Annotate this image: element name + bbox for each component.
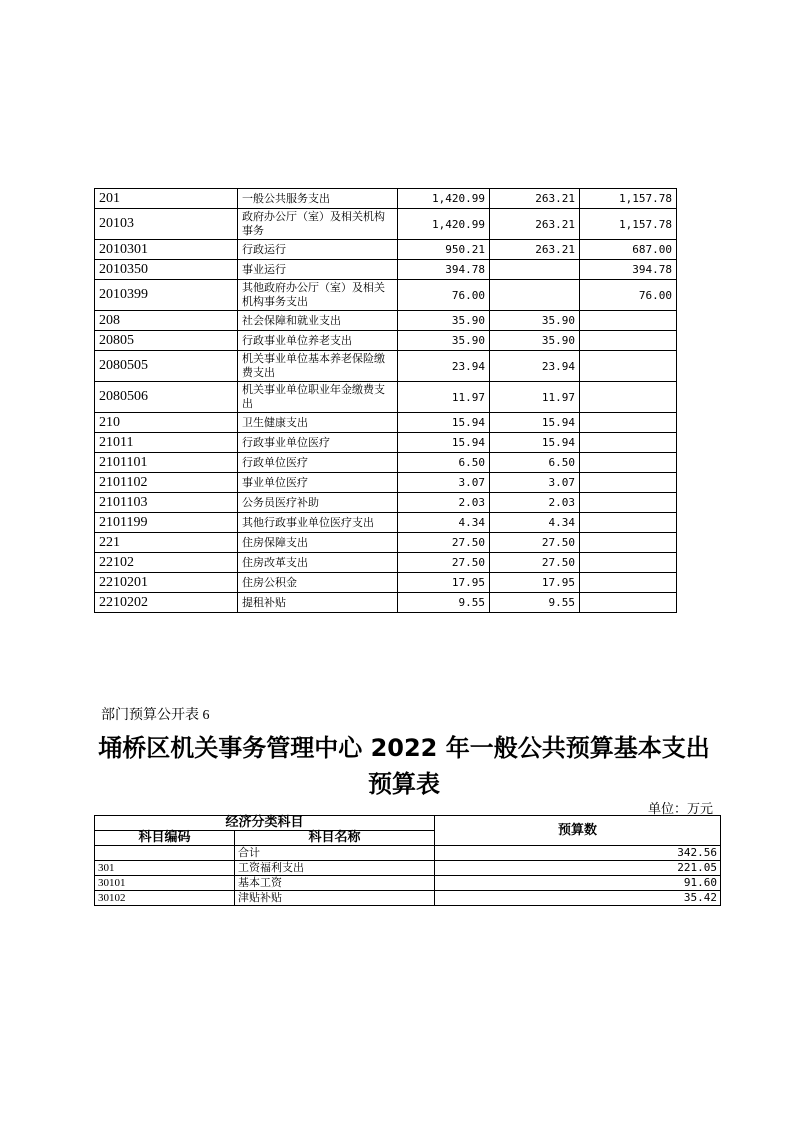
subject-code-cell: 2210202 [95,593,238,613]
total-amount-cell: 394.78 [398,260,490,280]
basic-amount-cell: 4.34 [490,513,580,533]
total-amount-cell: 15.94 [398,433,490,453]
subject-name-cell: 行政事业单位医疗 [238,433,398,453]
total-amount-cell: 1,420.99 [398,209,490,240]
subject-code-cell: 210 [95,413,238,433]
basic-amount-cell: 263.21 [490,189,580,209]
project-amount-cell: 687.00 [580,240,677,260]
subject-name-cell: 一般公共服务支出 [238,189,398,209]
subject-name-cell: 其他行政事业单位医疗支出 [238,513,398,533]
basic-amount-cell: 35.90 [490,311,580,331]
lower-table-body [95,846,721,906]
subject-name-cell: 合计 [235,846,435,861]
project-amount-cell [580,573,677,593]
basic-amount-cell: 35.90 [490,331,580,351]
project-amount-cell: 1,157.78 [580,209,677,240]
basic-amount-cell: 3.07 [490,473,580,493]
header-budget-amount: 预算数 [435,816,721,846]
project-amount-cell [580,331,677,351]
total-amount-cell: 4.34 [398,513,490,533]
table-row [95,331,677,351]
basic-amount-cell: 11.97 [490,382,580,413]
table-row [95,573,677,593]
table-row [95,382,677,413]
project-amount-cell [580,382,677,413]
project-amount-cell [580,351,677,382]
table-row [95,351,677,382]
table-row [95,876,721,891]
basic-amount-cell: 27.50 [490,533,580,553]
project-amount-cell [580,311,677,331]
basic-amount-cell [490,260,580,280]
basic-amount-cell: 2.03 [490,493,580,513]
upper-table-body [95,189,677,613]
subject-code-cell: 30101 [95,876,235,891]
total-amount-cell: 2.03 [398,493,490,513]
project-amount-cell [580,493,677,513]
subject-code-cell: 221 [95,533,238,553]
subject-code-cell: 2010399 [95,280,238,311]
project-amount-cell [580,513,677,533]
table-row [95,280,677,311]
table-row [95,846,721,861]
total-amount-cell: 6.50 [398,453,490,473]
project-amount-cell [580,413,677,433]
subject-name-cell: 公务员医疗补助 [238,493,398,513]
basic-amount-cell: 17.95 [490,573,580,593]
project-amount-cell: 1,157.78 [580,189,677,209]
subject-name-cell: 津贴补贴 [235,891,435,906]
subject-code-cell: 30102 [95,891,235,906]
project-amount-cell [580,593,677,613]
subject-code-cell: 21011 [95,433,238,453]
budget-amount-cell: 35.42 [435,891,721,906]
subject-code-cell: 208 [95,311,238,331]
total-amount-cell: 27.50 [398,533,490,553]
total-amount-cell: 17.95 [398,573,490,593]
subject-name-cell: 住房保障支出 [238,533,398,553]
subject-code-cell: 2101101 [95,453,238,473]
subject-code-cell [95,846,235,861]
upper-budget-table [94,188,677,613]
subject-name-cell: 机关事业单位基本养老保险缴费支出 [238,351,398,382]
table-row [95,311,677,331]
table-row [95,209,677,240]
total-amount-cell: 950.21 [398,240,490,260]
total-amount-cell: 35.90 [398,331,490,351]
project-amount-cell [580,473,677,493]
subject-name-cell: 其他政府办公厅（室）及相关机构事务支出 [238,280,398,311]
subject-code-cell: 2010350 [95,260,238,280]
subject-code-cell: 20103 [95,209,238,240]
subject-code-cell: 2101199 [95,513,238,533]
subject-code-cell: 201 [95,189,238,209]
table-row [95,473,677,493]
budget-amount-cell: 91.60 [435,876,721,891]
table-row [95,553,677,573]
project-amount-cell [580,453,677,473]
budget-amount-cell: 342.56 [435,846,721,861]
header-subject-name: 科目名称 [235,831,435,846]
table-row [95,240,677,260]
project-amount-cell [580,433,677,453]
subject-code-cell: 20805 [95,331,238,351]
subject-name-cell: 基本工资 [235,876,435,891]
total-amount-cell: 3.07 [398,473,490,493]
subject-code-cell: 301 [95,861,235,876]
total-amount-cell: 35.90 [398,311,490,331]
page-title: 埇桥区机关事务管理中心 2022 年一般公共预算基本支出预算表 [98,734,710,798]
unit-label: 单位：万元 [647,801,713,816]
basic-amount-cell: 15.94 [490,413,580,433]
project-amount-cell: 76.00 [580,280,677,311]
subject-name-cell: 行政单位医疗 [238,453,398,473]
header-economic-category: 经济分类科目 [95,816,435,831]
total-amount-cell: 76.00 [398,280,490,311]
table-caption: 部门预算公开表 6 [101,708,210,723]
table-row [95,260,677,280]
project-amount-cell [580,553,677,573]
total-amount-cell: 27.50 [398,553,490,573]
subject-name-cell: 机关事业单位职业年金缴费支出 [238,382,398,413]
basic-amount-cell: 6.50 [490,453,580,473]
budget-amount-cell: 221.05 [435,861,721,876]
subject-code-cell: 2080506 [95,382,238,413]
subject-code-cell: 2010301 [95,240,238,260]
basic-amount-cell: 263.21 [490,209,580,240]
basic-amount-cell: 23.94 [490,351,580,382]
total-amount-cell: 1,420.99 [398,189,490,209]
subject-name-cell: 政府办公厅（室）及相关机构事务 [238,209,398,240]
basic-amount-cell [490,280,580,311]
subject-name-cell: 工资福利支出 [235,861,435,876]
subject-name-cell: 住房改革支出 [238,553,398,573]
basic-amount-cell: 15.94 [490,433,580,453]
table-row [95,453,677,473]
table-row [95,433,677,453]
total-amount-cell: 23.94 [398,351,490,382]
subject-name-cell: 卫生健康支出 [238,413,398,433]
subject-name-cell: 行政事业单位养老支出 [238,331,398,351]
header-subject-code: 科目编码 [95,831,235,846]
project-amount-cell [580,533,677,553]
subject-code-cell: 2210201 [95,573,238,593]
subject-code-cell: 22102 [95,553,238,573]
subject-name-cell: 事业单位医疗 [238,473,398,493]
table-row [95,533,677,553]
total-amount-cell: 11.97 [398,382,490,413]
subject-name-cell: 社会保障和就业支出 [238,311,398,331]
subject-name-cell: 事业运行 [238,260,398,280]
table-row [95,413,677,433]
subject-code-cell: 2080505 [95,351,238,382]
table-row [95,189,677,209]
basic-amount-cell: 27.50 [490,553,580,573]
project-amount-cell: 394.78 [580,260,677,280]
table-row [95,493,677,513]
subject-name-cell: 提租补贴 [238,593,398,613]
subject-code-cell: 2101102 [95,473,238,493]
table-row [95,891,721,906]
basic-amount-cell: 263.21 [490,240,580,260]
basic-expenditure-table [94,815,721,906]
table-row [95,593,677,613]
total-amount-cell: 15.94 [398,413,490,433]
table-row [95,861,721,876]
subject-code-cell: 2101103 [95,493,238,513]
table-row [95,513,677,533]
basic-amount-cell: 9.55 [490,593,580,613]
total-amount-cell: 9.55 [398,593,490,613]
subject-name-cell: 行政运行 [238,240,398,260]
subject-name-cell: 住房公积金 [238,573,398,593]
